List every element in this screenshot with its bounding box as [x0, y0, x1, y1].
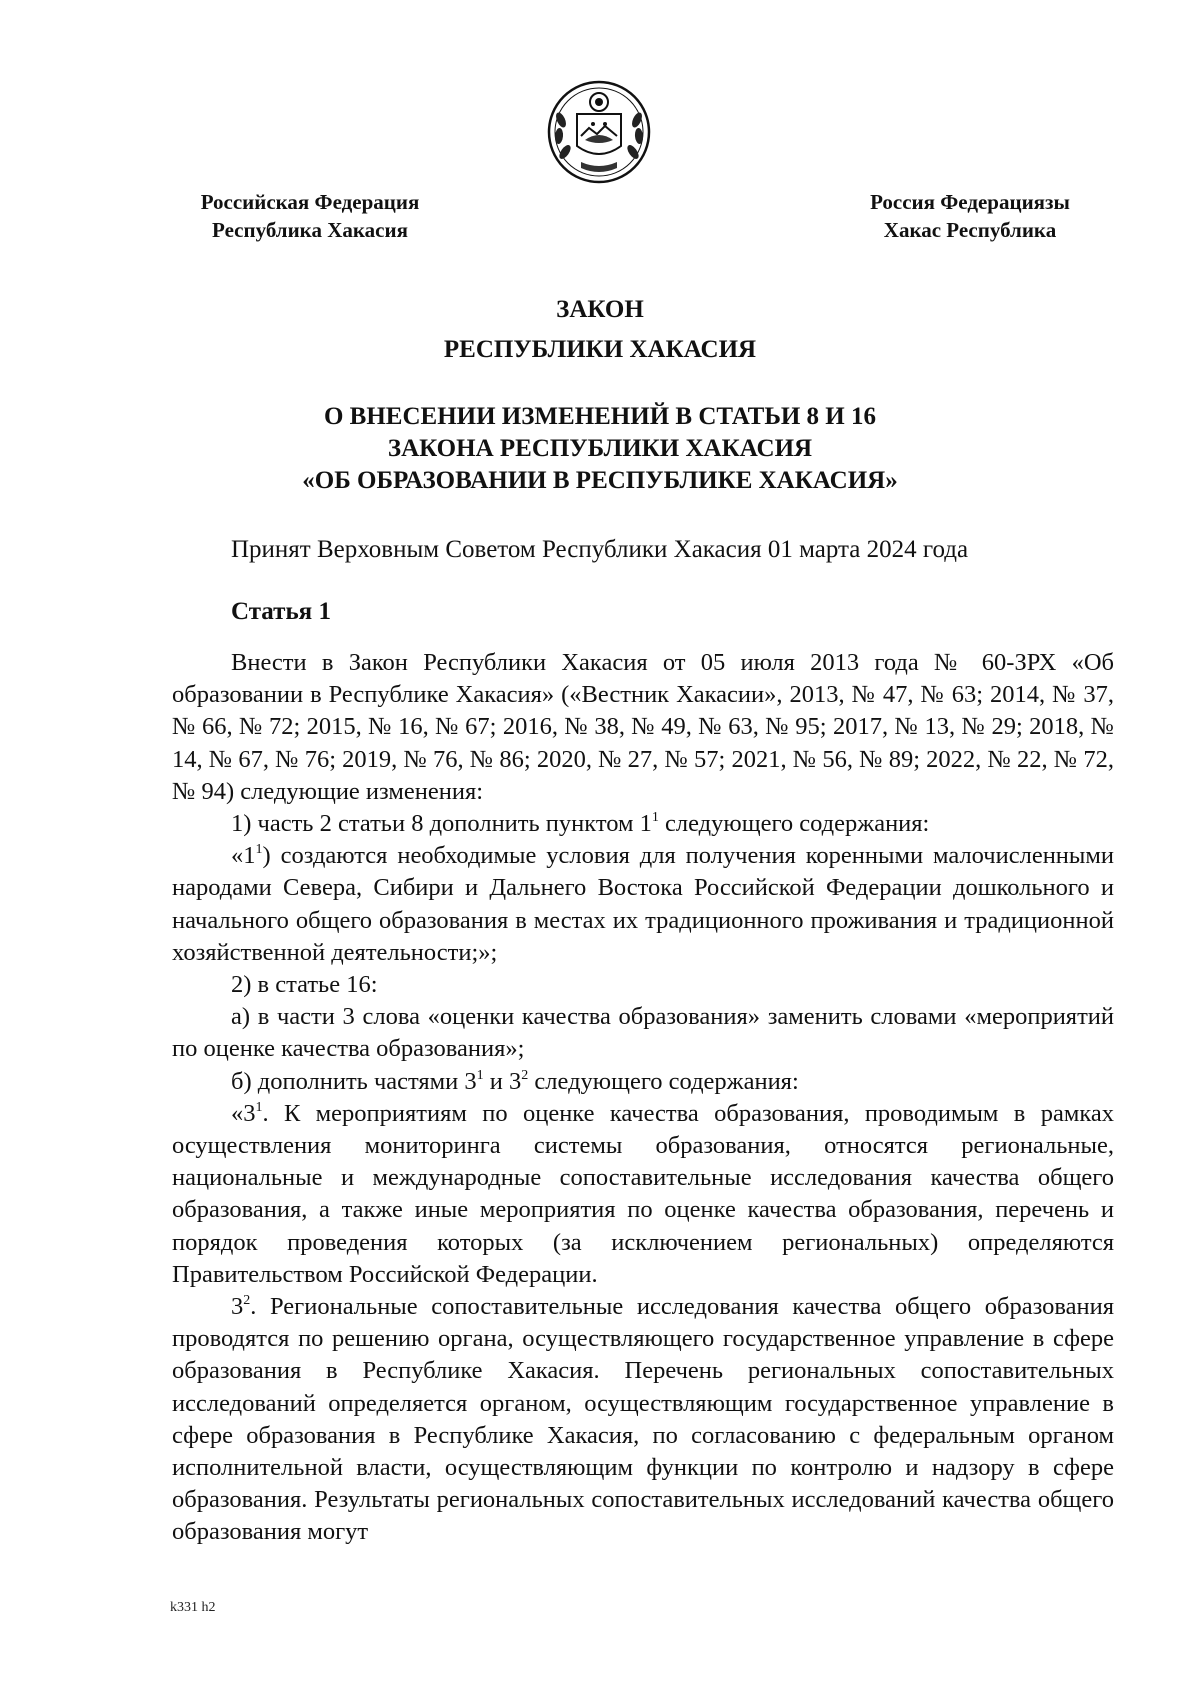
superscript: 1 [255, 842, 263, 858]
text-segment: ) создаются необходимые условия для получения коренными малочисленными народами Севера, Сибири и Дальнего Востока Российской Федерации дошкольного и начального общего образования в местах их традиционного проживания и традиционной хозяйственной деятельности;»; [172, 842, 1114, 966]
text-segment: . К мероприятиям по оценке качества образования, проводимым в рамках осуществления мониторинга системы образования, относятся региональные, национальные и международные сопоставительные исследования качества общего образования, а также иные мероприятия по оценке качества образования, перечень и порядок проведения которых (за исключением региональных) определяются Правительством Российской Федерации. [172, 1099, 1114, 1288]
header-right [840, 188, 1100, 244]
document-code: k331 h2 [170, 1600, 216, 1615]
article-paragraph-item2b [172, 1066, 1114, 1098]
coat-of-arms-emblem [547, 80, 651, 184]
text-segment: 1) часть 2 статьи 8 дополнить пунктом 1 [231, 810, 652, 838]
article-paragraph-item2: 2) в статье 16: [231, 971, 378, 999]
article-paragraph-part3-2 [172, 1291, 1114, 1549]
text-segment: . Региональные сопоставительные исследования качества общего образования проводятся по решению органа, осуществляющего государственное управление в сфере образования в Республике Хакасия. Перечень региональных сопоставительных исследований определяется органом, осуществляющим государственное управление в сфере образования в Республике Хакасия, по согласованию с федеральным органом исполнительной власти, осуществляющим функции по контролю и надзору в сфере образования. Результаты региональных сопоставительных исследований качества общего образования могут [172, 1293, 1114, 1546]
text-segment: и 3 [483, 1067, 522, 1095]
superscript: 2 [521, 1067, 529, 1083]
text-segment: 3 [231, 1293, 244, 1321]
text-segment: следующего содержания: [658, 810, 930, 838]
text-segment: «3 [231, 1099, 256, 1127]
superscript: 2 [243, 1293, 251, 1309]
article-paragraph-part3-1 [172, 1098, 1114, 1291]
header-left-line2: Республика Хакасия [212, 218, 408, 242]
header-left [160, 188, 460, 244]
law-subject [0, 401, 1200, 497]
article-body [172, 647, 1114, 1549]
law-subject-line2: ЗАКОНА РЕСПУБЛИКИ ХАКАСИЯ [387, 435, 813, 462]
article-paragraph-item1-content [172, 840, 1114, 969]
text-segment: следующего содержания: [528, 1067, 799, 1095]
law-subject-line3: «ОБ ОБРАЗОВАНИИ В РЕСПУБЛИКЕ ХАКАСИЯ» [302, 467, 898, 494]
text-segment: б) дополнить частями 3 [231, 1067, 477, 1095]
article-heading: Статья 1 [231, 598, 331, 625]
text-segment: «1 [231, 842, 256, 870]
law-title-line2: РЕСПУБЛИКИ ХАКАСИЯ [443, 336, 757, 363]
article-paragraph-item1 [172, 808, 1114, 840]
law-subject-line1: О ВНЕСЕНИИ ИЗМЕНЕНИЙ В СТАТЬИ 8 И 16 [323, 403, 877, 430]
adoption-statement: Принят Верховным Советом Республики Хакасия 01 марта 2024 года [231, 536, 969, 563]
header-left-line1: Российская Федерация [200, 190, 420, 214]
law-title-line1: ЗАКОН [556, 296, 644, 323]
header-right-line2: Хакас Республика [883, 218, 1057, 242]
article-paragraph-intro: Внести в Закон Республики Хакасия от 05 июля 2013 года № 60-ЗРХ «Об образовании в Республике Хакасия» («Вестник Хакасии», 2013, № 47, № 63; 2014, № 37, № 66, № 72; 2015, № 16, № 67; 2016, № 38, № 49, № 63, № 95; 2017, № 13, № 29; 2018, № 14, № 67, № 76; 2019, № 76, № 86; 2020, № 27, № 57; 2021, № 56, № 89; 2022, № 22, № 72, № 94) следующие изменения: [172, 649, 1114, 805]
law-title [0, 290, 1200, 370]
superscript: 1 [476, 1067, 484, 1083]
header-right-line1: Россия Федерациязы [870, 190, 1070, 214]
article-paragraph-item2a: а) в части 3 слова «оценки качества образования» заменить словами «мероприятий по оценке качества образования»; [172, 1003, 1114, 1063]
superscript: 1 [651, 810, 659, 826]
superscript: 1 [255, 1099, 263, 1115]
